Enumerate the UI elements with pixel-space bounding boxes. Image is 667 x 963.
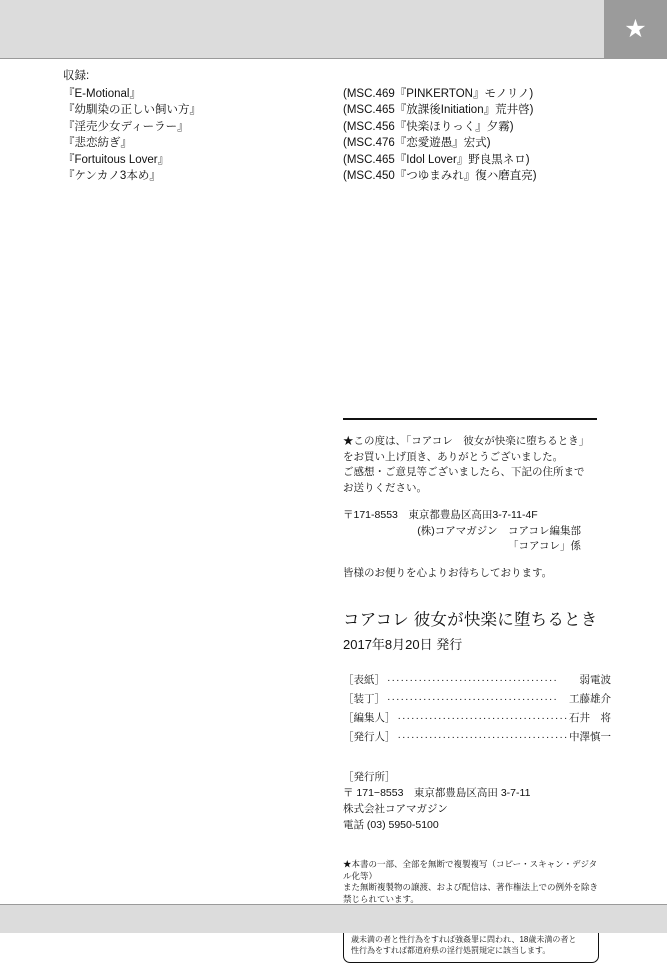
thanks-line: をお買い上げ頂き、ありがとうございました。 [343,450,564,463]
staff-credits [343,671,611,747]
corner-star-badge [604,0,667,58]
staff-row [343,671,611,690]
publisher-block [343,769,611,833]
list-item: (MSC.465『Idol Lover』野良黒ネロ) [343,153,530,166]
staff-name: 弱電波 [579,674,611,686]
staff-role: ［発行人］ [343,731,396,743]
top-band-divider [0,58,667,59]
staff-row [343,709,611,728]
publisher-address: 〒 171−8553 東京都豊島区高田 3-7-11 [343,787,531,799]
address-postal: 〒171-8553 東京都豊島区高田3-7-11-4F [343,509,538,521]
copyright-notice [343,859,599,905]
book-title: コアコレ 彼女が快楽に堕ちるとき [343,611,598,629]
staff-role: ［編集人］ [343,712,396,724]
address-company: (株)コアマガジン コアコレ編集部 [417,524,581,537]
staff-name: 中澤慎一 [569,731,611,743]
list-item: 『ケンカノ3本め』 [63,170,161,182]
address-department: 「コアコレ」係 [508,540,581,552]
editorial-address [343,508,611,555]
disclaimer-line: 性行為をすれば都道府県の淫行処罰規定に該当します。 [351,946,551,955]
contents-grid [63,86,603,185]
waiting-message: 皆様のお便りを心よりお待ちしております。 [343,566,553,579]
staff-role: ［表紙］ [343,674,385,686]
dot-leader: ······································ [397,712,569,724]
notice-line: 禁じられています。 [343,893,419,904]
list-item: (MSC.456『快楽ほりっく』夕霧) [343,120,514,133]
thanks-line: ★この度は、「コアコレ 彼女が快楽に堕ちるとき」 [343,435,590,447]
star-icon: ★ [624,14,647,43]
list-item: (MSC.450『つゆまみれ』復ハ磨直亮) [343,170,537,182]
list-item: 『Fortuitous Lover』 [63,153,170,166]
staff-name: 石井 将 [569,712,611,724]
list-item: 『幼馴染の正しい飼い方』 [63,104,201,116]
contents-source-column [343,86,603,185]
list-item: 『悲恋紡ぎ』 [63,137,132,149]
thanks-line: お送りください。 [343,481,427,494]
staff-row [343,690,611,709]
notice-line: また無断複製物の譲渡、および配信は、著作権法上での例外を除き [343,882,599,892]
publisher-label: ［発行所］ [343,771,396,783]
bottom-grey-band [0,905,667,933]
title-block [343,609,611,655]
thanks-paragraph [343,434,611,496]
contents-title-column [63,86,343,185]
publisher-name: 株式会社コアマガジン [343,803,448,815]
publication-date: 2017年8月20日 発行 [343,637,463,652]
list-item: 『E-Motional』 [63,87,141,100]
thanks-line: ご感想・ご意見等ございましたら、下記の住所まで [343,466,585,478]
dot-leader: ······································ [397,731,569,743]
contents-heading: 収録: [63,70,90,82]
staff-row [343,728,611,747]
notice-line: ★本書の一部、全部を無断で複製複写（コピー・スキャン・デジタル化等） [343,859,598,881]
list-item: (MSC.465『放課後Initiation』荒井啓) [343,104,534,116]
disclaimer-line: 歳未満の者と性行為をすれば強姦罪に問われ、18歳未満の者と [351,935,577,944]
top-grey-band [0,0,667,58]
colophon-divider [343,418,597,420]
staff-name: 工藤雄介 [569,693,611,705]
colophon-block [343,418,611,963]
staff-role: ［装丁］ [343,693,385,705]
dot-leader: ······································ [387,693,558,705]
publisher-phone: 電話 (03) 5950-5100 [343,819,439,831]
list-item: (MSC.469『PINKERTON』モノリノ) [343,87,534,100]
dot-leader: ······································ [387,674,558,686]
list-item: 『淫売少女ディーラー』 [63,120,189,133]
contents-credits-block [63,68,603,185]
list-item: (MSC.476『恋愛遊愚』宏式) [343,137,491,149]
